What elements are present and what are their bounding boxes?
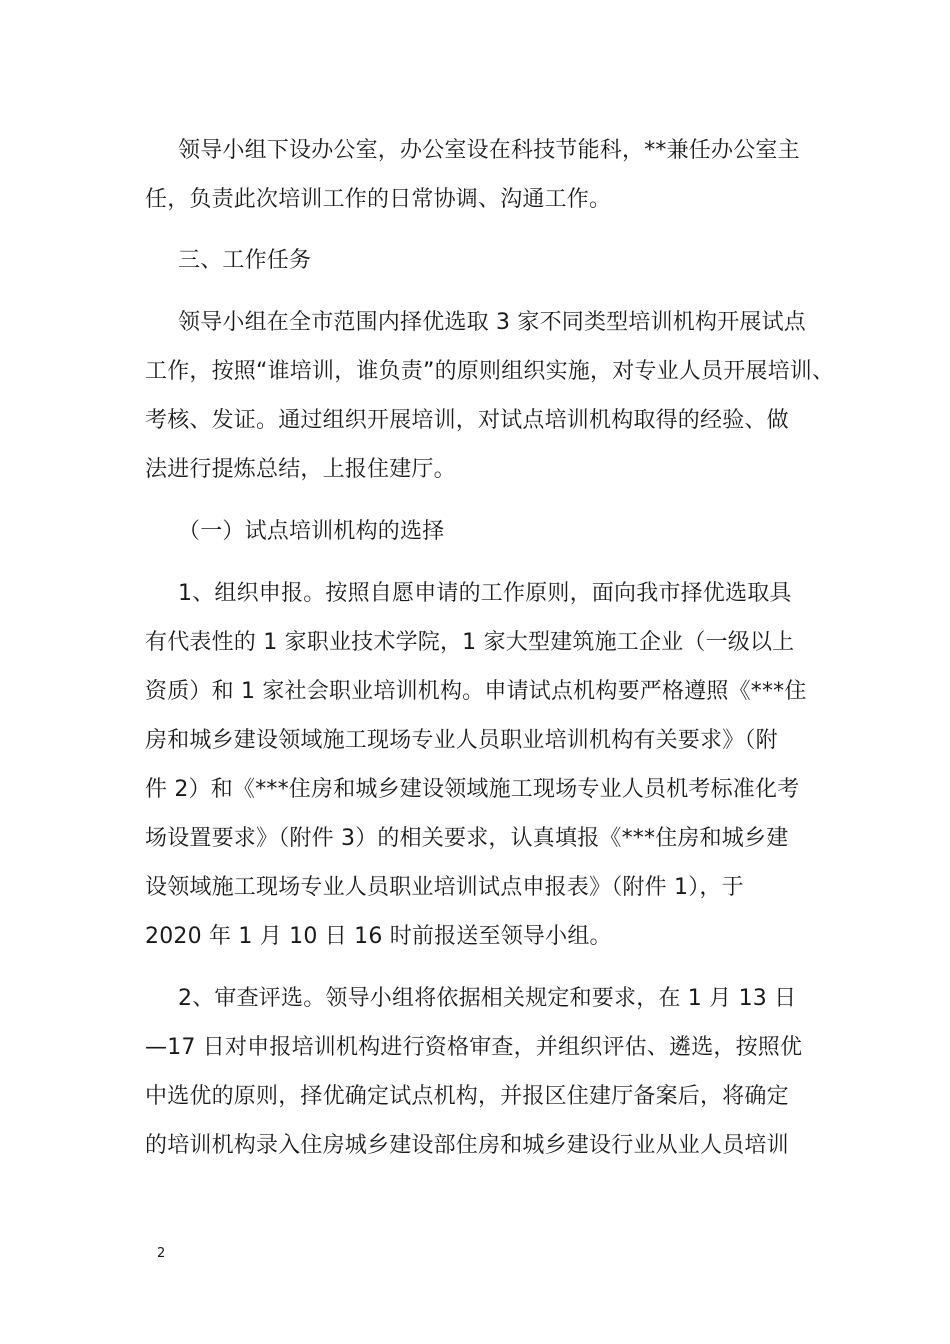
text-line: 法进行提炼总结，上报住建厅。 bbox=[145, 457, 456, 482]
text-line: 考核、发证。通过组织开展培训，对试点培训机构取得的经验、做 bbox=[145, 408, 789, 433]
text-line: 1、组织申报。按照自愿申请的工作原则，面向我市择优选取具 bbox=[178, 581, 792, 606]
text-line: 房和城乡建设领域施工现场专业人员职业培训机构有关要求》（附 bbox=[145, 728, 778, 753]
text-line: 2、审查评选。领导小组将依据相关规定和要求，在 1 月 13 日 bbox=[178, 986, 797, 1011]
section-heading: 三、工作任务 bbox=[178, 248, 312, 273]
text-line: 的培训机构录入住房城乡建设部住房和城乡建设行业从业人员培训 bbox=[145, 1133, 789, 1158]
text-line: 领导小组在全市范围内择优选取 3 家不同类型培训机构开展试点 bbox=[178, 310, 806, 335]
text-line: 任，负责此次培训工作的日常协调、沟通工作。 bbox=[145, 187, 612, 212]
text-line: 设领域施工现场专业人员职业培训试点申报表》（附件 1），于 bbox=[145, 875, 744, 900]
text-line: 场设置要求》（附件 3）的相关要求，认真填报《***住房和城乡建 bbox=[145, 826, 789, 851]
text-line: 有代表性的 1 家职业技术学院，1 家大型建筑施工企业（一级以上 bbox=[145, 630, 795, 655]
text-line: 中选优的原则，择优确定试点机构，并报区住建厅备案后，将确定 bbox=[145, 1084, 789, 1109]
page-number: 2 bbox=[157, 1246, 166, 1261]
text-line: 资质）和 1 家社会职业培训机构。申请试点机构要严格遵照《***住 bbox=[145, 679, 807, 704]
text-line: 工作，按照“谁培训，谁负责”的原则组织实施，对专业人员开展培训、 bbox=[145, 359, 835, 384]
text-line: 件 2）和《***住房和城乡建设领域施工现场专业人员机考标准化考 bbox=[145, 777, 800, 802]
text-line: 2020 年 1 月 10 日 16 时前报送至领导小组。 bbox=[145, 924, 612, 949]
text-line: —17 日对申报培训机构进行资格审查，并组织评估、遴选，按照优 bbox=[145, 1035, 803, 1060]
subsection-heading: （一）试点培训机构的选择 bbox=[178, 519, 445, 544]
text-line: 领导小组下设办公室，办公室设在科技节能科，**兼任办公室主 bbox=[178, 138, 800, 163]
